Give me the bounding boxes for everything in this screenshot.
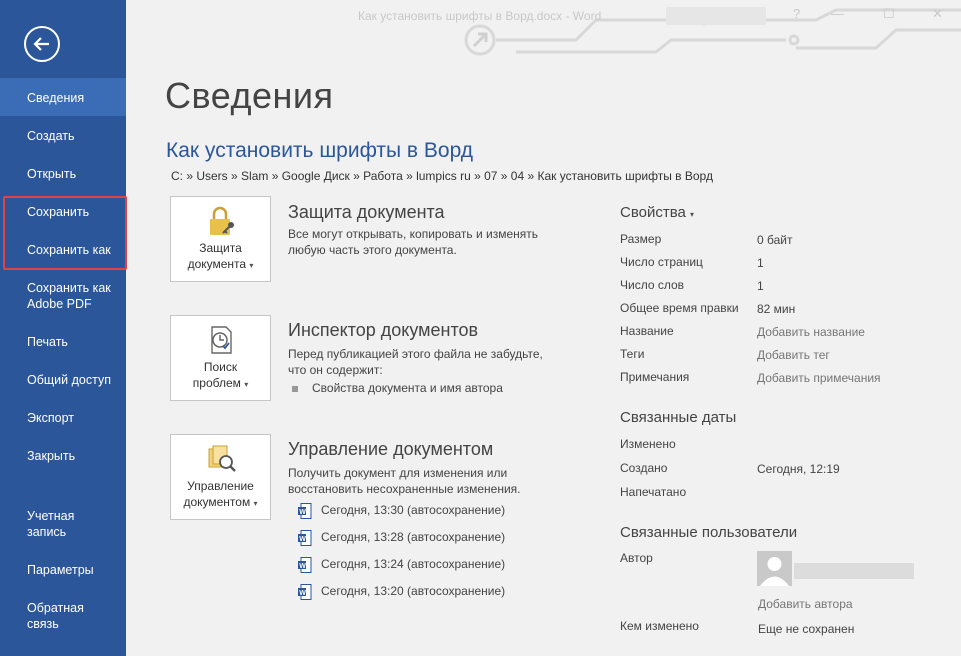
svg-text:W: W: [299, 508, 306, 516]
author-name-blurred: [794, 563, 914, 579]
manage-tile-label: Управление документом ▾: [183, 479, 258, 509]
protect-tile-label: Защита документа ▾: [187, 241, 254, 271]
inspect-bullet: Свойства документа и имя автора: [292, 381, 503, 395]
add-comments-field[interactable]: Добавить примечания: [757, 371, 881, 385]
protect-heading: Защита документа: [288, 202, 445, 222]
prop-label: Число слов: [620, 278, 685, 292]
svg-text:W: W: [299, 535, 306, 543]
nav-new[interactable]: Создать: [27, 129, 75, 143]
add-tag-field[interactable]: Добавить тег: [757, 348, 830, 362]
prop-label: Примечания: [620, 370, 690, 384]
autosave-version[interactable]: W Сегодня, 13:20 (автосохранение): [299, 584, 506, 599]
nav-print[interactable]: Печать: [27, 335, 68, 349]
maximize-button[interactable]: ☐: [883, 6, 895, 21]
related-dates-heading: Связанные даты: [620, 409, 737, 426]
add-title-field[interactable]: Добавить название: [757, 325, 865, 339]
prop-label: Число страниц: [620, 255, 703, 269]
autosave-version[interactable]: W Сегодня, 13:30 (автосохранение): [299, 503, 506, 518]
nav-close[interactable]: Закрыть: [27, 449, 76, 463]
prop-label: Теги: [620, 347, 645, 361]
date-value: Сегодня, 12:19: [757, 462, 840, 476]
prop-value: 82 мин: [757, 302, 796, 316]
protect-document-button[interactable]: [170, 196, 271, 282]
nav-options[interactable]: Параметры: [27, 563, 94, 577]
bullet-square-icon: [292, 386, 298, 392]
check-for-issues-button[interactable]: [170, 315, 271, 401]
back-button[interactable]: [24, 26, 60, 62]
nav-export[interactable]: Экспорт: [27, 411, 74, 425]
word-doc-icon: [298, 503, 312, 519]
document-path: C: » Users » Slam » Google Диск » Работа » lumpics ru » 07 » 04 » Как установить шрифты в Ворд: [171, 169, 713, 183]
manage-heading: Управление документом: [288, 439, 494, 459]
inspect-description: Перед публикацией этого файла не забудьте, что он содержит:: [288, 347, 543, 377]
inspect-tile-label: Поиск проблем ▾: [192, 360, 249, 390]
nav-save-as-pdf[interactable]: Сохранить как Adobe PDF: [27, 281, 111, 311]
close-button[interactable]: ✕: [932, 6, 943, 21]
word-doc-icon: [298, 530, 312, 546]
modified-by-label: Кем изменено: [620, 619, 699, 633]
related-people-heading: Связанные пользователи: [620, 524, 798, 541]
help-button[interactable]: ?: [793, 6, 801, 21]
chevron-down-icon: ▾: [690, 210, 695, 219]
arrow-left-icon: [32, 34, 52, 54]
person-icon: [757, 551, 792, 586]
autosave-version[interactable]: W Сегодня, 13:24 (автосохранение): [299, 557, 506, 572]
prop-label: Размер: [620, 232, 662, 246]
author-label: Автор: [620, 551, 653, 565]
properties-dropdown[interactable]: Свойства ▾: [620, 204, 695, 221]
nav-feedback[interactable]: Обратная связь: [27, 601, 84, 631]
modified-by-value: Еще не сохранен: [758, 622, 855, 636]
prop-value: 1: [757, 279, 764, 293]
nav-share[interactable]: Общий доступ: [27, 373, 111, 387]
backstage-sidebar: [0, 0, 126, 656]
protect-description: Все могут открывать, копировать и изменять любую часть этого документа.: [288, 227, 539, 257]
manage-document-button[interactable]: [170, 434, 271, 520]
date-label: Напечатано: [620, 485, 687, 499]
avatar: [757, 551, 792, 586]
nav-save[interactable]: Сохранить: [27, 205, 90, 219]
nav-info[interactable]: Сведения: [0, 78, 126, 116]
manage-docs-icon: [205, 443, 237, 475]
svg-text:W: W: [299, 589, 306, 597]
prop-value: 0 байт: [757, 233, 793, 247]
minimize-button[interactable]: —: [831, 6, 844, 21]
save-highlight-frame: [3, 196, 127, 270]
checklist-icon: [205, 324, 237, 356]
nav-account[interactable]: Учетная запись: [27, 509, 75, 539]
autosave-version[interactable]: W Сегодня, 13:28 (автосохранение): [299, 530, 506, 545]
lock-key-icon: [205, 205, 237, 237]
prop-value: 1: [757, 256, 764, 270]
add-author-link[interactable]: Добавить автора: [758, 597, 853, 611]
prop-label: Общее время правки: [620, 301, 739, 315]
title-bar: [126, 0, 961, 32]
word-doc-icon: [298, 584, 312, 600]
window-title: Как установить шрифты в Ворд.docx - Word: [358, 9, 602, 23]
nav-save-as[interactable]: Сохранить как: [27, 243, 111, 257]
nav-open[interactable]: Открыть: [27, 167, 77, 181]
prop-label: Название: [620, 324, 674, 338]
account-name-blurred: [666, 7, 766, 25]
inspect-heading: Инспектор документов: [288, 320, 479, 340]
date-label: Создано: [620, 461, 668, 475]
page-title: Сведения: [165, 75, 334, 116]
word-doc-icon: [298, 557, 312, 573]
manage-description: Получить документ для изменения или восстановить несохраненные изменения.: [288, 466, 521, 496]
document-title: Как установить шрифты в Ворд: [166, 139, 474, 162]
date-label: Изменено: [620, 437, 676, 451]
svg-text:W: W: [299, 562, 306, 570]
